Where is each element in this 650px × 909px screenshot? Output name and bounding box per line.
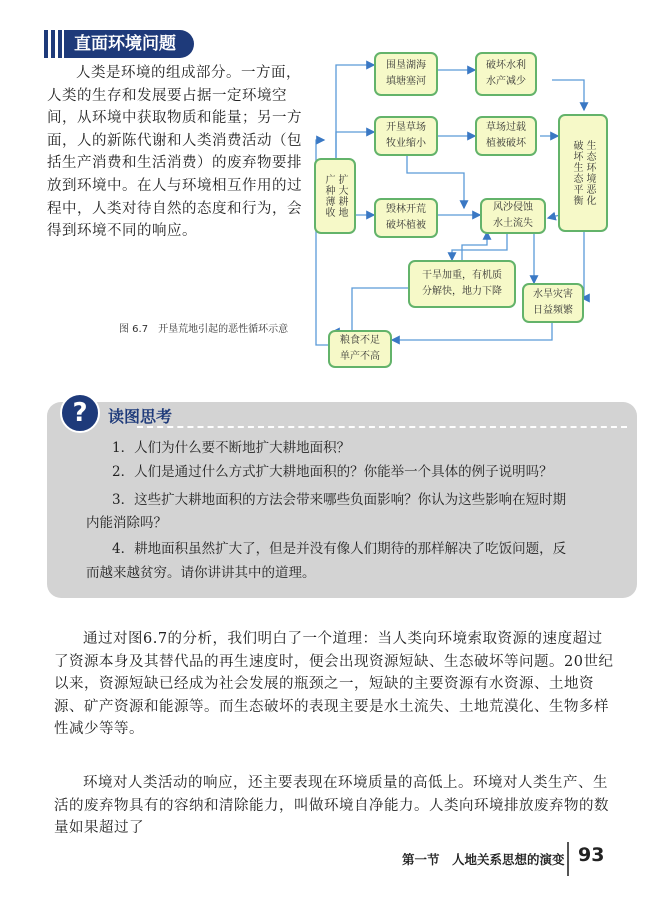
- body-paragraph-2: 环境对人类活动的响应，还主要表现在环境质量的高低上。环境对人类生产、生活的废弃物具有的容纳和清除能力，叫做环境自净能力。人类向环境排放废弃物的数量如果超过了: [54, 775, 609, 837]
- node-food-shortage: 粮食不足 单产不高: [328, 330, 392, 368]
- cycle-diagram: [312, 40, 627, 380]
- node-reclaim-lakes: 围垦湖海 填塘塞河: [374, 52, 438, 96]
- question-2: 2．人们是通过什么方式扩大耕地面积的？你能举一个具体的例子说明吗？: [112, 464, 553, 480]
- footer-section-title: 第一节 人地关系思想的演变: [402, 852, 565, 867]
- body-paragraph-1: 通过对图6.7的分析，我们明白了一个道理：当人类向环境索取资源的速度超过了资源本身及其替代品的再生速度时，便会出现资源短缺、生态破坏等问题。20世纪以来，资源短缺已经成为社会发展的瓶颈之一，短缺的主要资源有水资源、土地资源、矿产资源和能源等。而生态破坏的表现主要是水土流失、土地荒漠化、生物多样性减少等等。: [54, 631, 614, 738]
- node-erosion: 风沙侵蚀 水土流失: [480, 198, 546, 234]
- node-expand-farmland: 扩大耕地 广种薄收: [314, 158, 356, 234]
- question-4: 4．耕地面积虽然扩大了，但是并没有像人们期待的那样解决了吃饭问题，反: [112, 541, 567, 557]
- node-disaster: 水旱灾害 日益频繁: [522, 283, 584, 323]
- page-number: 93: [578, 844, 605, 866]
- header-bars-decoration: [44, 30, 62, 58]
- question-1: 1．人们为什么要不断地扩大耕地面积？: [112, 440, 351, 456]
- question-3-cont: 内能消除吗？: [86, 515, 167, 531]
- node-reclaim-grassland: 开垦草场 牧业缩小: [374, 116, 438, 156]
- think-title: 读图思考: [108, 407, 173, 426]
- node-ecology-deteriorate: 生态环境恶化 破坏生态平衡: [558, 114, 608, 232]
- figure-caption: 图 6.7 开垦荒地引起的恶性循环示意: [119, 324, 289, 335]
- section-header: [44, 30, 194, 58]
- node-deforest: 毁林开荒 破坏植被: [374, 198, 438, 238]
- node-grassland-overload: 草场过载 植被破坏: [475, 116, 537, 156]
- question-mark-icon: ?: [60, 393, 100, 433]
- node-water-damage: 破坏水利 水产减少: [475, 52, 537, 96]
- section-title: 直面环境问题: [64, 30, 194, 58]
- intro-paragraph: 人类是环境的组成部分。一方面，人类的生存和发展要占据一定环境空间，从环境中获取物质和能量；另一方面，人的新陈代谢和人类消费活动（包括生产消费和生活消费）的废弃物要排放到环境中。在人与环境相互作用的过程中，人类对待自然的态度和行为，会得到环境不同的响应。: [47, 65, 302, 240]
- node-drought: 干旱加重，有机质 分解快，地力下降: [408, 260, 516, 308]
- question-4-cont: 而越来越贫穷。请你讲讲其中的道理。: [86, 565, 316, 581]
- question-3: 3．这些扩大耕地面积的方法会带来哪些负面影响？你认为这些影响在短时期: [112, 492, 567, 508]
- footer-divider: [567, 842, 569, 876]
